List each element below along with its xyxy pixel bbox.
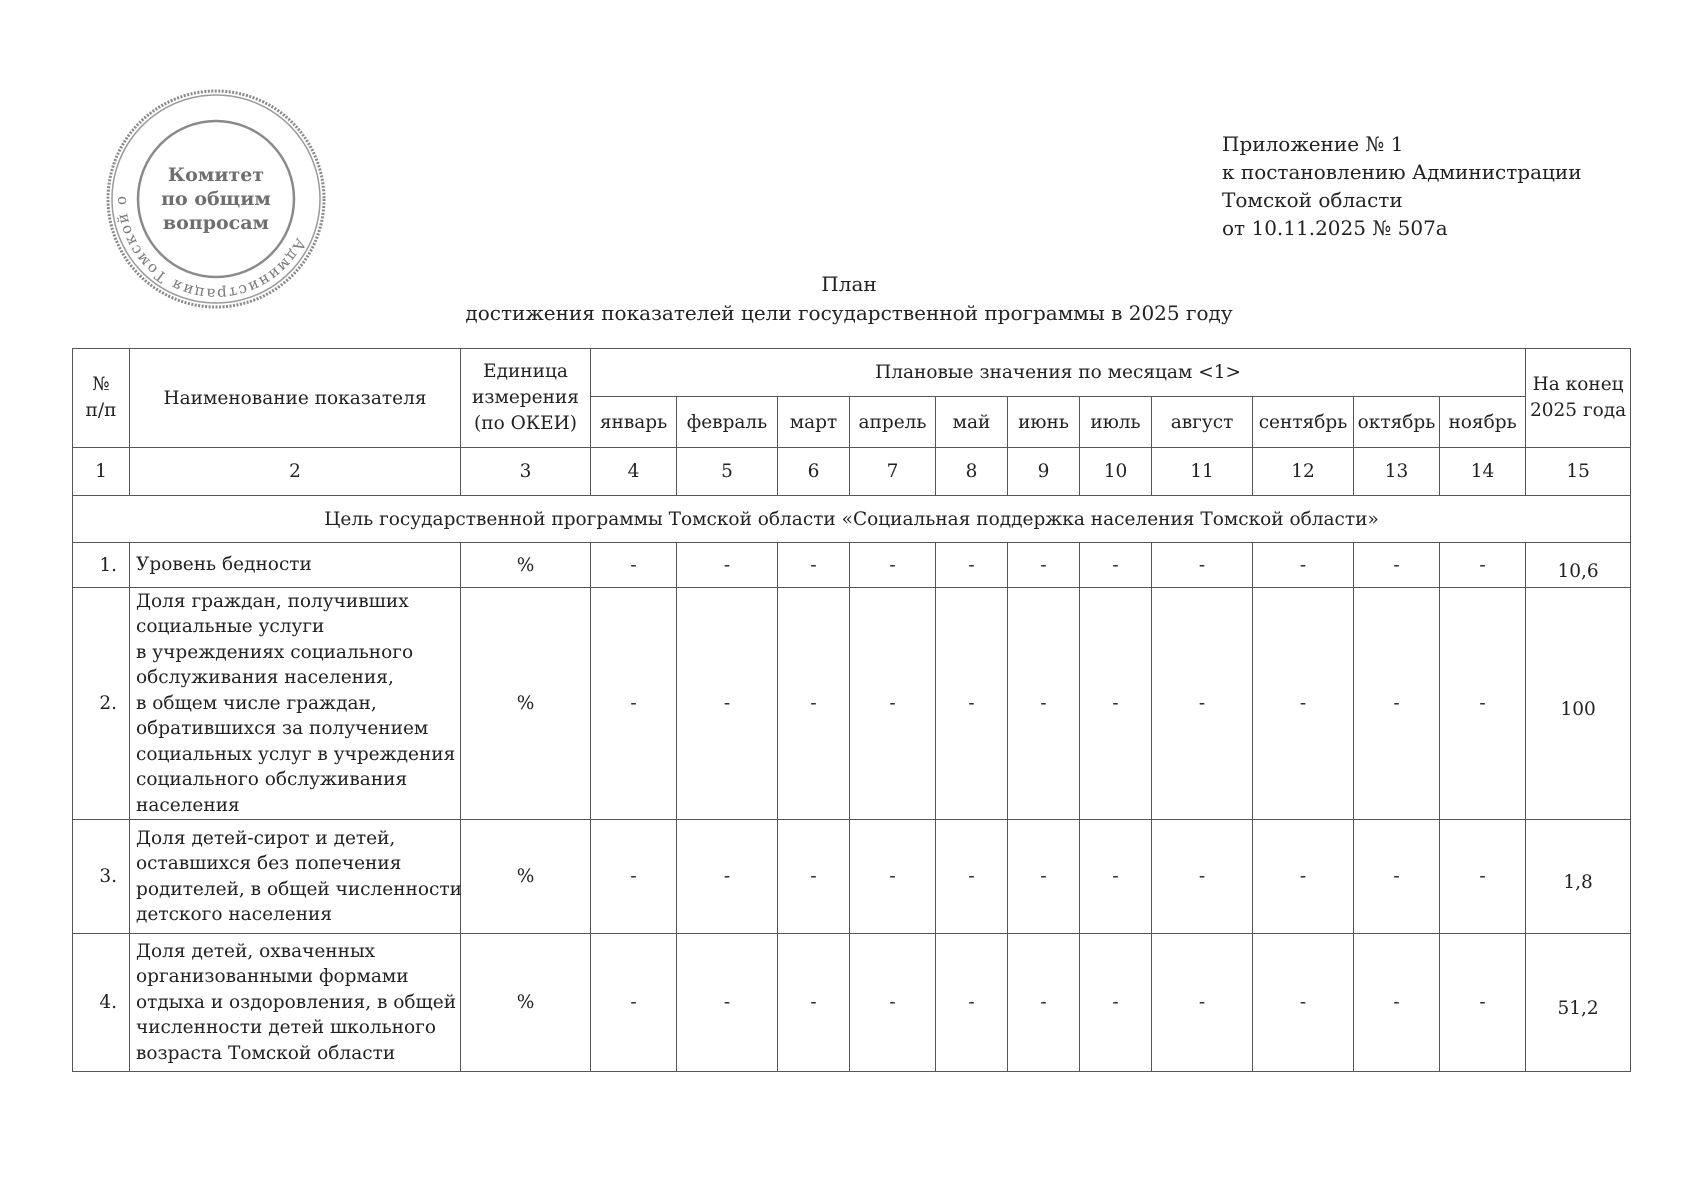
header-month: октябрь: [1354, 397, 1440, 448]
header-month: январь: [591, 397, 677, 448]
unit-cell: %: [461, 543, 591, 588]
unit-cell: %: [461, 588, 591, 820]
row-number: 2.: [73, 588, 130, 820]
month-value: -: [1152, 820, 1253, 934]
header-month: март: [778, 397, 850, 448]
column-number: 4: [591, 448, 677, 496]
header-month: июль: [1080, 397, 1152, 448]
month-value: -: [936, 934, 1008, 1072]
end-of-year-value: 100: [1526, 588, 1631, 820]
column-number: 7: [850, 448, 936, 496]
month-value: -: [1440, 820, 1526, 934]
month-value: -: [850, 820, 936, 934]
appendix-line: Приложение № 1: [1222, 132, 1404, 156]
month-value: -: [1440, 588, 1526, 820]
table-row: [73, 588, 1631, 820]
column-number: 9: [1008, 448, 1080, 496]
stamp-ring-text: Администрация Томской о: [111, 194, 310, 304]
indicator-name-line: Уровень бедности: [136, 554, 312, 576]
header-month: апрель: [850, 397, 936, 448]
unit-cell: %: [461, 820, 591, 934]
header-end: [1526, 349, 1631, 448]
indicator-name-line: Доля детей-сирот и детей,: [136, 827, 396, 849]
indicator-name-line: родителей, в общей численности: [136, 878, 462, 900]
column-number: 1: [73, 448, 130, 496]
month-value: -: [1354, 543, 1440, 588]
row-number: 4.: [73, 934, 130, 1072]
indicator-name: [130, 820, 461, 934]
column-number: 6: [778, 448, 850, 496]
indicator-name-line: Доля детей, охваченных: [136, 940, 376, 962]
stamp-line: вопросам: [162, 212, 270, 234]
column-number: 14: [1440, 448, 1526, 496]
header-unit-line: Единица: [483, 361, 568, 382]
month-value: -: [1152, 934, 1253, 1072]
month-value: -: [1253, 588, 1354, 820]
indicator-name: [130, 934, 461, 1072]
header-month: сентябрь: [1253, 397, 1354, 448]
document-title: [0, 270, 1698, 328]
column-number: 13: [1354, 448, 1440, 496]
appendix-line: Томской области: [1222, 188, 1403, 212]
indicator-name-line: отдыха и оздоровления, в общей: [136, 991, 457, 1013]
stamp-line: по общим: [161, 188, 271, 210]
month-value: -: [778, 934, 850, 1072]
header-num-line: п/п: [85, 400, 117, 421]
indicator-name: [130, 543, 461, 588]
column-number: 12: [1253, 448, 1354, 496]
header-monthly: Плановые значения по месяцам <1>: [591, 349, 1526, 397]
month-value: -: [1253, 543, 1354, 588]
table-row: [73, 820, 1631, 934]
month-value: -: [1152, 588, 1253, 820]
table-row: [73, 934, 1631, 1072]
header-month: август: [1152, 397, 1253, 448]
month-value: -: [1354, 820, 1440, 934]
column-number: 5: [677, 448, 778, 496]
indicator-name-line: населения: [136, 794, 240, 816]
indicator-name-line: Доля граждан, получивших: [136, 590, 409, 612]
indicator-name-line: оставшихся без попечения: [136, 853, 402, 874]
month-value: -: [850, 543, 936, 588]
column-number: 10: [1080, 448, 1152, 496]
indicator-name-line: в учреждениях социального: [136, 641, 414, 663]
end-of-year-value: 51,2: [1526, 934, 1631, 1072]
month-value: -: [1080, 543, 1152, 588]
month-value: -: [1080, 820, 1152, 934]
header-name: Наименование показателя: [130, 349, 461, 448]
month-value: -: [1440, 543, 1526, 588]
month-value: -: [1008, 543, 1080, 588]
month-value: -: [936, 820, 1008, 934]
month-value: -: [850, 934, 936, 1072]
month-value: -: [591, 820, 677, 934]
indicator-name-line: численности детей школьного: [136, 1017, 436, 1039]
header-month: май: [936, 397, 1008, 448]
header-month: февраль: [677, 397, 778, 448]
column-number: 2: [130, 448, 461, 496]
column-number: 8: [936, 448, 1008, 496]
month-value: -: [1080, 588, 1152, 820]
month-value: -: [591, 543, 677, 588]
column-number: 11: [1152, 448, 1253, 496]
month-value: -: [1008, 934, 1080, 1072]
column-number: 15: [1526, 448, 1631, 496]
title-line-1: План: [821, 272, 877, 296]
indicator-name-line: организованными формами: [136, 966, 409, 988]
month-value: -: [936, 543, 1008, 588]
indicator-name-line: возраста Томской области: [136, 1042, 396, 1064]
header-num-line: №: [92, 374, 110, 395]
goal-cell: Цель государственной программы Томской области «Социальная поддержка населения Томской области»: [73, 496, 1631, 543]
indicator-name: [130, 588, 461, 820]
header-month: ноябрь: [1440, 397, 1526, 448]
indicator-name-line: обслуживания населения,: [136, 667, 394, 689]
month-value: -: [778, 820, 850, 934]
indicator-name-line: социального обслуживания: [136, 769, 408, 791]
month-value: -: [1354, 934, 1440, 1072]
month-value: -: [1253, 820, 1354, 934]
month-value: -: [778, 588, 850, 820]
month-value: -: [850, 588, 936, 820]
end-of-year-value: 1,8: [1526, 820, 1631, 934]
appendix-line: от 10.11.2025 № 507а: [1222, 216, 1448, 240]
indicators-table: [72, 348, 1631, 1072]
stamp-line: Комитет: [167, 164, 265, 186]
appendix-block: [1222, 130, 1582, 242]
end-of-year-value: 10,6: [1526, 543, 1631, 588]
month-value: -: [591, 588, 677, 820]
appendix-line: к постановлению Администрации: [1222, 160, 1582, 184]
indicator-name-line: детского населения: [136, 904, 333, 925]
header-end-line: 2025 года: [1530, 400, 1627, 421]
month-value: -: [1008, 588, 1080, 820]
month-value: -: [1440, 934, 1526, 1072]
month-value: -: [1080, 934, 1152, 1072]
header-unit-line: (по ОКЕИ): [474, 413, 577, 434]
table-row: [73, 543, 1631, 588]
month-value: -: [936, 588, 1008, 820]
indicator-name-line: социальные услуги: [136, 616, 325, 638]
row-number: 3.: [73, 820, 130, 934]
month-value: -: [1008, 820, 1080, 934]
indicator-name-line: социальных услуг в учреждения: [136, 743, 456, 765]
month-value: -: [677, 588, 778, 820]
header-month: июнь: [1008, 397, 1080, 448]
month-value: -: [1152, 543, 1253, 588]
header-unit-line: измерения: [472, 387, 579, 408]
month-value: -: [1354, 588, 1440, 820]
month-value: -: [1253, 934, 1354, 1072]
column-number: 3: [461, 448, 591, 496]
month-value: -: [778, 543, 850, 588]
indicator-name-line: обратившихся за получением: [136, 718, 429, 740]
header-unit: [461, 349, 591, 448]
header-end-line: На конец: [1532, 374, 1624, 395]
header-num: [73, 349, 130, 448]
month-value: -: [591, 934, 677, 1072]
row-number: 1.: [73, 543, 130, 588]
title-line-2: достижения показателей цели государственной программы в 2025 году: [465, 301, 1233, 325]
unit-cell: %: [461, 934, 591, 1072]
month-value: -: [677, 934, 778, 1072]
month-value: -: [677, 820, 778, 934]
indicator-name-line: в общем числе граждан,: [136, 692, 377, 714]
month-value: -: [677, 543, 778, 588]
